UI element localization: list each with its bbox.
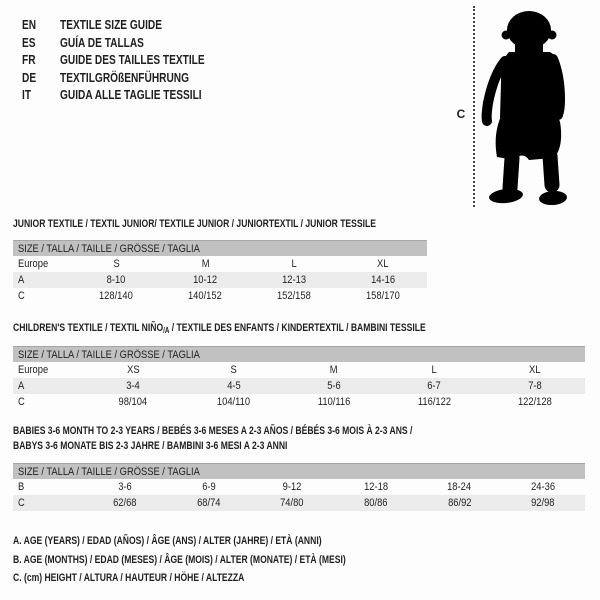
children-title-subscript: /A — [163, 326, 170, 335]
junior-row-c — [13, 288, 427, 304]
size-cell — [183, 380, 283, 392]
size-cell-text: 12-18 — [363, 481, 388, 493]
size-cell — [334, 497, 418, 509]
row-label — [13, 481, 83, 493]
children-row-a — [13, 378, 585, 394]
row-label-text: C — [18, 497, 25, 509]
size-cell — [250, 258, 339, 270]
size-cell-text: XS — [126, 364, 140, 376]
junior-table-title — [13, 217, 478, 231]
language-row-es — [22, 34, 245, 52]
size-cell-text: 68/74 — [196, 497, 221, 509]
language-title: TEXTILE SIZE GUIDE — [60, 17, 162, 33]
language-code: DE — [22, 69, 37, 85]
size-cell — [161, 290, 250, 302]
language-guide-list — [22, 16, 245, 104]
size-cell-text: L — [291, 258, 297, 270]
size-cell — [284, 396, 384, 408]
language-code: ES — [22, 34, 36, 50]
legend-line-b-text: B. AGE (MONTHS) / EDAD (MESES) / ÂGE (MOIS) / ALTER (MONATE) / ETÀ (MESI) — [13, 553, 346, 566]
language-title: TEXTILGRÖßENFÜHRUNG — [60, 69, 190, 85]
children-title-pre: CHILDREN'S TEXTILE / TEXTIL NIÑO — [13, 322, 164, 334]
size-cell — [338, 274, 427, 286]
size-cell — [418, 497, 502, 509]
size-cell — [384, 380, 484, 392]
size-cell-text: 18-24 — [447, 481, 472, 493]
legend-line-a-text: A. AGE (YEARS) / EDAD (AÑOS) / ÂGE (ANS) / ALTER (JAHRE) / ETÀ (ANNI) — [13, 535, 322, 547]
row-label-text: B — [18, 481, 25, 493]
height-measure-dotted-line — [473, 6, 475, 207]
row-label — [13, 290, 72, 302]
size-cell — [485, 364, 585, 376]
size-cell-text: XL — [529, 364, 541, 376]
junior-table-title-text: JUNIOR TEXTILE / TEXTIL JUNIOR/ TEXTILE JUNIOR / JUNIORTEXTIL / JUNIOR TESSILE — [13, 218, 376, 230]
height-label: C — [456, 107, 466, 121]
size-cell — [83, 380, 183, 392]
size-cell-text: 74/80 — [280, 497, 304, 509]
size-cell — [83, 481, 167, 493]
size-cell-text: 128/140 — [99, 290, 134, 302]
size-cell — [338, 258, 427, 270]
junior-row-a — [13, 272, 427, 288]
size-cell — [183, 364, 283, 376]
row-label — [13, 258, 72, 270]
size-cell-text: 12-13 — [281, 274, 306, 286]
size-cell-text: 9-12 — [282, 481, 302, 493]
legend-line-c-text: C. (cm) HEIGHT / ALTURA / HAUTEUR / HÖHE / ALTEZZA — [13, 572, 245, 584]
children-row-europe — [13, 362, 585, 378]
size-cell-text: 4-5 — [226, 380, 241, 392]
row-label-text: C — [18, 396, 25, 408]
size-cell — [485, 380, 585, 392]
baby-silhouette — [478, 8, 568, 208]
children-row-c — [13, 394, 585, 410]
size-cell-text: XL — [376, 258, 389, 270]
size-cell — [338, 290, 427, 302]
size-header-label: SIZE / TALLA / TAILLE / GRÖSSE / TAGLIA — [18, 242, 200, 255]
legend-line-a — [13, 532, 440, 551]
size-cell — [167, 481, 251, 493]
row-label — [13, 396, 83, 408]
size-cell — [167, 497, 251, 509]
babies-row-c — [13, 495, 585, 511]
size-cell-text: 8-10 — [107, 274, 126, 286]
children-title-post: / TEXTILE DES ENFANTS / KINDERTEXTIL / BAMBINI TESSILE — [169, 322, 426, 334]
language-code: EN — [22, 17, 37, 33]
size-cell-text: 14-16 — [370, 274, 395, 286]
size-cell — [72, 274, 161, 286]
size-cell — [250, 481, 334, 493]
size-cell — [83, 396, 183, 408]
babies-title-line1: BABIES 3-6 MONTH TO 2-3 YEARS / BEBÉS 3-6 MESES A 2-3 AÑOS / BÉBÉS 3-6 MOIS À 2-3 ANS / — [13, 425, 413, 437]
language-row-fr — [22, 51, 245, 69]
children-table-title-text — [13, 321, 426, 338]
size-cell — [183, 396, 283, 408]
language-title: GUIDA ALLE TAGLIE TESSILI — [60, 87, 202, 103]
language-title: GUIDE DES TAILLES TEXTILE — [60, 52, 205, 68]
size-cell — [161, 274, 250, 286]
row-label-text: A — [18, 380, 25, 392]
row-label-text: A — [18, 274, 25, 286]
size-cell-text: 116/122 — [417, 396, 451, 408]
row-label — [13, 364, 83, 376]
size-cell — [72, 290, 161, 302]
row-label-text: C — [18, 290, 25, 302]
size-cell — [284, 364, 384, 376]
size-cell — [83, 364, 183, 376]
size-cell — [161, 258, 250, 270]
size-cell-text: L — [431, 364, 438, 376]
size-cell-text: 98/104 — [118, 396, 148, 408]
size-cell-text: 7-8 — [528, 380, 542, 392]
size-cell-text: 62/68 — [113, 497, 137, 509]
size-cell — [384, 396, 484, 408]
size-cell-text: S — [230, 364, 237, 376]
size-cell — [501, 497, 585, 509]
size-cell-text: 92/98 — [531, 497, 555, 509]
size-cell — [72, 258, 161, 270]
size-cell — [83, 497, 167, 509]
language-row-de — [22, 69, 245, 87]
size-cell-text: 5-6 — [327, 380, 341, 392]
row-label — [13, 380, 83, 392]
size-cell — [250, 497, 334, 509]
measurement-legend — [13, 532, 440, 588]
size-cell — [250, 274, 339, 286]
size-cell-text: M — [201, 258, 210, 270]
babies-row-b — [13, 479, 585, 495]
legend-line-b — [13, 551, 440, 570]
children-size-header-bar — [13, 346, 585, 362]
size-cell-text: 104/110 — [217, 396, 251, 408]
junior-row-europe — [13, 256, 427, 272]
babies-title-line2: BABYS 3-6 MONATE BIS 2-3 JAHRE / BAMBINI 3-6 MESI A 2-3 ANNI — [13, 440, 288, 452]
language-code: IT — [22, 87, 32, 103]
size-cell — [384, 364, 484, 376]
language-code: FR — [22, 52, 36, 68]
row-label — [13, 274, 72, 286]
size-cell-text: 86/92 — [447, 497, 472, 509]
babies-size-header-bar — [13, 463, 585, 479]
size-header-label: SIZE / TALLA / TAILLE / GRÖSSE / TAGLIA — [18, 348, 200, 361]
size-cell — [485, 396, 585, 408]
size-cell — [418, 481, 502, 493]
children-table-title — [13, 321, 542, 338]
language-title: GUÍA DE TALLAS — [60, 34, 144, 50]
size-cell-text: 122/128 — [517, 396, 552, 408]
language-row-en — [22, 16, 245, 34]
size-cell-text: M — [330, 364, 338, 376]
row-label-text: Europe — [18, 258, 49, 270]
language-row-it — [22, 86, 245, 104]
junior-size-header-bar — [13, 240, 427, 256]
babies-table-title — [13, 424, 525, 454]
legend-line-c — [13, 569, 440, 588]
size-cell-text: 158/170 — [365, 290, 400, 302]
size-cell — [501, 481, 585, 493]
size-cell-text: 10-12 — [193, 274, 218, 286]
row-label — [13, 497, 83, 509]
size-cell-text: 6-7 — [427, 380, 442, 392]
size-cell-text: 152/158 — [276, 290, 311, 302]
size-cell-text: 110/116 — [317, 396, 351, 408]
size-cell — [284, 380, 384, 392]
size-header-label: SIZE / TALLA / TAILLE / GRÖSSE / TAGLIA — [18, 465, 200, 478]
row-label-text: Europe — [18, 364, 49, 376]
size-cell-text: 140/152 — [188, 290, 223, 302]
size-cell-text: S — [113, 258, 120, 270]
size-cell-text: 3-4 — [126, 380, 140, 392]
size-cell — [334, 481, 418, 493]
size-cell-text: 80/86 — [364, 497, 388, 509]
size-cell — [250, 290, 339, 302]
size-cell-text: 24-36 — [531, 481, 556, 493]
size-cell-text: 6-9 — [201, 481, 216, 493]
size-cell-text: 3-6 — [118, 481, 132, 493]
